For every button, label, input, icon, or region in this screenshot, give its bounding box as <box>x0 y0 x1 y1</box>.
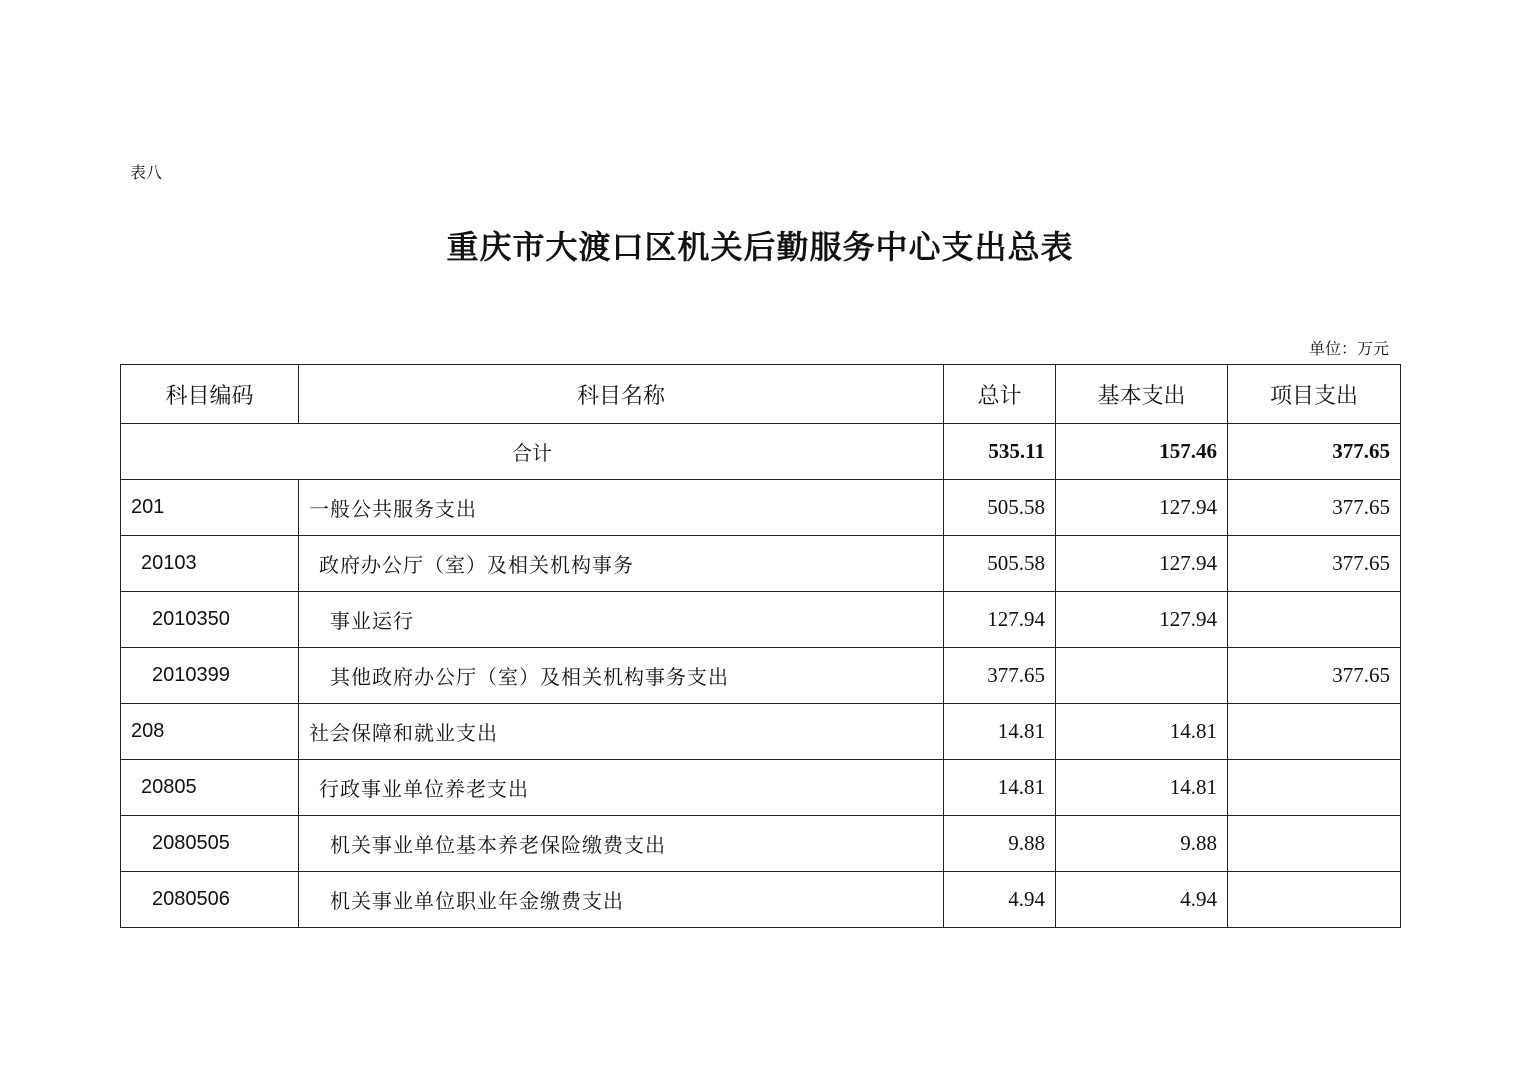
row-code: 20805 <box>121 760 299 816</box>
table-row <box>121 648 1401 704</box>
row-total: 14.81 <box>944 760 1056 816</box>
row-code: 2010350 <box>121 592 299 648</box>
row-basic: 127.94 <box>1056 536 1228 592</box>
row-project: 377.65 <box>1228 536 1401 592</box>
page-title: 重庆市大渡口区机关后勤服务中心支出总表 <box>446 228 1074 266</box>
total-row <box>121 424 1401 480</box>
total-project: 377.65 <box>1228 424 1401 480</box>
row-total: 505.58 <box>944 536 1056 592</box>
row-basic: 127.94 <box>1056 480 1228 536</box>
row-basic <box>1056 648 1228 704</box>
row-project <box>1228 704 1401 760</box>
total-label: 合计 <box>121 424 944 480</box>
header-name: 科目名称 <box>299 365 944 424</box>
row-basic: 9.88 <box>1056 816 1228 872</box>
row-total: 505.58 <box>944 480 1056 536</box>
expenditure-table <box>120 364 1401 928</box>
row-code: 20103 <box>121 536 299 592</box>
row-basic: 127.94 <box>1056 592 1228 648</box>
header-code: 科目编码 <box>121 365 299 424</box>
table-row <box>121 872 1401 928</box>
table-row <box>121 816 1401 872</box>
table-row <box>121 592 1401 648</box>
unit-label: 单位：万元 <box>1308 339 1389 358</box>
row-project <box>1228 592 1401 648</box>
row-project <box>1228 816 1401 872</box>
row-total: 377.65 <box>944 648 1056 704</box>
row-name: 行政事业单位养老支出 <box>299 760 944 816</box>
row-basic: 14.81 <box>1056 760 1228 816</box>
table-number-label: 表八 <box>130 163 163 182</box>
total-basic: 157.46 <box>1056 424 1228 480</box>
row-code: 2080505 <box>121 816 299 872</box>
row-code: 2080506 <box>121 872 299 928</box>
total-sum: 535.11 <box>944 424 1056 480</box>
table-row <box>121 536 1401 592</box>
row-basic: 4.94 <box>1056 872 1228 928</box>
row-project <box>1228 760 1401 816</box>
row-total: 14.81 <box>944 704 1056 760</box>
row-name: 事业运行 <box>299 592 944 648</box>
row-name: 政府办公厅（室）及相关机构事务 <box>299 536 944 592</box>
row-project: 377.65 <box>1228 648 1401 704</box>
header-row <box>121 365 1401 424</box>
row-code: 201 <box>121 480 299 536</box>
header-project: 项目支出 <box>1228 365 1401 424</box>
row-total: 127.94 <box>944 592 1056 648</box>
row-total: 4.94 <box>944 872 1056 928</box>
row-total: 9.88 <box>944 816 1056 872</box>
row-code: 208 <box>121 704 299 760</box>
row-basic: 14.81 <box>1056 704 1228 760</box>
row-name: 社会保障和就业支出 <box>299 704 944 760</box>
table-row <box>121 480 1401 536</box>
header-total: 总计 <box>944 365 1056 424</box>
row-code: 2010399 <box>121 648 299 704</box>
row-project <box>1228 872 1401 928</box>
row-name: 一般公共服务支出 <box>299 480 944 536</box>
row-name: 机关事业单位基本养老保险缴费支出 <box>299 816 944 872</box>
table-row <box>121 760 1401 816</box>
row-project: 377.65 <box>1228 480 1401 536</box>
table-row <box>121 704 1401 760</box>
row-name: 其他政府办公厅（室）及相关机构事务支出 <box>299 648 944 704</box>
header-basic: 基本支出 <box>1056 365 1228 424</box>
row-name: 机关事业单位职业年金缴费支出 <box>299 872 944 928</box>
